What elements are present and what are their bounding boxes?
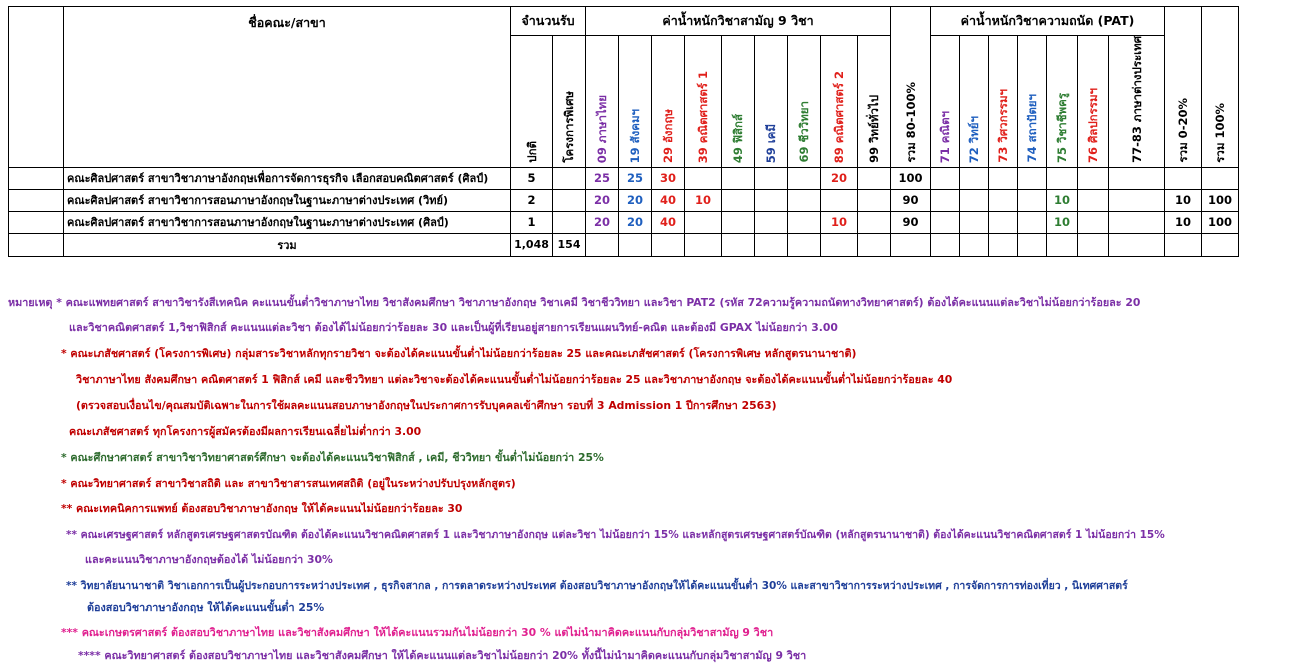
admission-table xyxy=(8,6,1239,257)
weight-cell: 10 xyxy=(821,211,858,233)
pat-cell xyxy=(1078,167,1109,189)
quota-normal-header: ปกติ xyxy=(511,36,553,168)
weight-cell: 10 xyxy=(685,189,722,211)
quota-normal: 5 xyxy=(511,167,553,189)
pat-subject-header: 75 วิชาชีพครู xyxy=(1047,36,1078,168)
weight-cell xyxy=(755,189,788,211)
subject-header: 69 ชีววิทยา xyxy=(788,36,821,168)
total-special: 154 xyxy=(553,233,586,256)
quota-special xyxy=(553,189,586,211)
weight-cell: 20 xyxy=(586,189,619,211)
weight-cell xyxy=(788,189,821,211)
sum100-header: รวม 100% xyxy=(1202,7,1239,168)
subject-header: 99 วิทย์ทั่วไป xyxy=(858,36,891,168)
weight-cell: 20 xyxy=(619,211,652,233)
remark-line: คณะเภสัชศาสตร์ ทุกโครงการผู้สมัครต้องมีผลการเรียนเฉลี่ยไม่ต่ำกว่า 3.00 xyxy=(69,425,422,438)
subject-header: 89 คณิตศาสตร์ 2 xyxy=(821,36,858,168)
pat-subject-header: 72 วิทย์ฯ xyxy=(960,36,989,168)
quota-special xyxy=(553,211,586,233)
remark-line: (ตรวจสอบเงื่อนไข/คุณสมบัติเฉพาะในการใช้ผลคะแนนสอบภาษาอังกฤษในประกาศการรับบุคคลเข้าศึกษา รอบที่ 3 Admission 1 ปีการศึกษา 2563) xyxy=(76,399,777,412)
blank-header-cell xyxy=(9,7,64,168)
weight-cell: 20 xyxy=(619,189,652,211)
sum0-20-header: รวม 0-20% xyxy=(1165,7,1202,168)
faculty-name: คณะศิลปศาสตร์ สาขาวิชาภาษาอังกฤษเพื่อการจัดการธุรกิจ เลือกสอบคณิตศาสตร์ (ศิลป์) xyxy=(64,167,511,189)
subject-header: 39 คณิตศาสตร์ 1 xyxy=(685,36,722,168)
pat-cell xyxy=(960,211,989,233)
remark-line: ** คณะเศรษฐศาสตร์ หลักสูตรเศรษฐศาสตรบัณฑิต ต้องได้คะแนนวิชาคณิตศาสตร์ 1 และวิชาภาษาอังกฤษ แต่ละวิชา ไม่น้อยกว่า 15% และหลักสูตรเศรษฐศาสตร์บัณฑิต (หลักสูตรนานาชาติ) ต้องได้คะแนนวิชาคณิตศาสตร์ 1 ไม่น้อยกว่า 15% xyxy=(66,529,1165,541)
sum0-20-cell: 10 xyxy=(1165,211,1202,233)
weight-cell xyxy=(755,167,788,189)
quota-special xyxy=(553,167,586,189)
pat-cell xyxy=(1018,167,1047,189)
remark-line: วิชาภาษาไทย สังคมศึกษา คณิตศาสตร์ 1 ฟิสิกส์ เคมี และชีววิทยา แต่ละวิชาจะต้องได้คะแนนขั้นต่ำไม่น้อยกว่าร้อยละ 25 และวิชาภาษาอังกฤษ จะต้องได้คะแนนขั้นต่ำไม่น้อยกว่าร้อยละ 40 xyxy=(76,373,953,386)
pat-cell xyxy=(989,167,1018,189)
sum100-cell: 100 xyxy=(1202,189,1239,211)
table-row xyxy=(9,189,1239,211)
remark-line: ต้องสอบวิชาภาษาอังกฤษ ให้ได้คะแนนขั้นต่ำ 25% xyxy=(87,601,325,614)
weight-cell xyxy=(685,167,722,189)
weight-cell: 40 xyxy=(652,189,685,211)
subject-header: 29 อังกฤษ xyxy=(652,36,685,168)
weight-cell xyxy=(858,211,891,233)
remark-line: และวิชาคณิตศาสตร์ 1,วิชาฟิสิกส์ คะแนนแต่ละวิชา ต้องได้ไม่น้อยกว่าร้อยละ 30 และเป็นผู้ที่เรียนอยู่สายการเรียนแผนวิทย์-คณิต และต้องมี GPAX ไม่น้อยกว่า 3.00 xyxy=(69,321,838,334)
quota-normal: 2 xyxy=(511,189,553,211)
pat-cell xyxy=(960,167,989,189)
sum0-20-cell: 10 xyxy=(1165,189,1202,211)
quota-normal: 1 xyxy=(511,211,553,233)
pat-cell xyxy=(960,189,989,211)
sum100-cell: 100 xyxy=(1202,211,1239,233)
sum80-cell: 100 xyxy=(891,167,931,189)
pat-cell xyxy=(1078,211,1109,233)
subject-header: 09 ภาษาไทย xyxy=(586,36,619,168)
remark-line: * คณะเภสัชศาสตร์ (โครงการพิเศษ) กลุ่มสาระวิชาหลักทุกรายวิชา จะต้องได้คะแนนขั้นต่ำไม่น้อยกว่าร้อยละ 25 และคณะเภสัชศาสตร์ (โครงการพิเศษ หลักสูตรนานาชาติ) xyxy=(61,347,857,360)
pat-cell xyxy=(989,189,1018,211)
weight-cell xyxy=(722,167,755,189)
weight-cell xyxy=(788,167,821,189)
total-normal: 1,048 xyxy=(511,233,553,256)
pat-subject-header: 74 สถาปัตยฯ xyxy=(1018,36,1047,168)
weight-cell xyxy=(755,211,788,233)
gat9-header: ค่าน้ำหนักวิชาสามัญ 9 วิชา xyxy=(586,7,891,36)
faculty-name: คณะศิลปศาสตร์ สาขาวิชาการสอนภาษาอังกฤษในฐานะภาษาต่างประเทศ (วิทย์) xyxy=(64,189,511,211)
weight-cell xyxy=(722,211,755,233)
remark-line: ** คณะเทคนิคการแพทย์ ต้องสอบวิชาภาษาอังกฤษ ให้ได้คะแนนไม่น้อยกว่าร้อยละ 30 xyxy=(61,502,463,515)
table-row xyxy=(9,167,1239,189)
remark-line: * คณะศึกษาศาสตร์ สาขาวิชาวิทยาศาสตร์ศึกษา จะต้องได้คะแนนวิชาฟิสิกส์ , เคมี, ชีววิทยา ขั้นต่ำไม่น้อยกว่า 25% xyxy=(61,451,604,464)
pat-cell xyxy=(1109,211,1165,233)
pat-cell xyxy=(1018,211,1047,233)
pat-subject-header: 73 วิศวกรรมฯ xyxy=(989,36,1018,168)
table-row xyxy=(9,211,1239,233)
pat-subject-header: 71 คณิตฯ xyxy=(931,36,960,168)
pat-cell xyxy=(1109,189,1165,211)
pat-cell xyxy=(931,189,960,211)
pat-subject-header: 76 ศิลปกรรมฯ xyxy=(1078,36,1109,168)
remark-line: หมายเหตุ * คณะแพทยศาสตร์ สาขาวิชารังสีเทคนิค คะแนนขั้นต่ำวิชาภาษาไทย วิชาสังคมศึกษา วิชาภาษาอังกฤษ วิชาเคมี วิชาชีววิทยา และวิชา PAT2 (รหัส 72ความรู้ความถนัดทางวิทยาศาสตร์) ต้องได้คะแนนแต่ละวิชาไม่น้อยกว่าร้อยละ 20 xyxy=(8,296,1141,309)
weight-cell xyxy=(858,189,891,211)
sum100-cell xyxy=(1202,167,1239,189)
faculty-header: ชื่อคณะ/สาขา xyxy=(64,7,511,168)
quota-special-header: โครงการพิเศษ xyxy=(553,36,586,168)
weight-cell xyxy=(858,167,891,189)
faculty-name: คณะศิลปศาสตร์ สาขาวิชาการสอนภาษาอังกฤษในฐานะภาษาต่างประเทศ (ศิลป์) xyxy=(64,211,511,233)
pat-cell xyxy=(931,167,960,189)
pat-cell xyxy=(989,211,1018,233)
weight-cell xyxy=(685,211,722,233)
remark-line: และคะแนนวิชาภาษาอังกฤษต้องได้ ไม่น้อยกว่า 30% xyxy=(85,553,333,566)
pat-header: ค่าน้ำหนักวิชาความถนัด (PAT) xyxy=(931,7,1165,36)
pat-cell: 10 xyxy=(1047,189,1078,211)
pat-cell xyxy=(1018,189,1047,211)
total-row xyxy=(9,233,1239,256)
remark-line: *** คณะเกษตรศาสตร์ ต้องสอบวิชาภาษาไทย และวิชาสังคมศึกษา ให้ได้คะแนนรวมกันไม่น้อยกว่า 30 % แต่ไม่นำมาคิดคะแนนกับกลุ่มวิชาสามัญ 9 วิชา xyxy=(61,626,774,639)
weight-cell: 25 xyxy=(586,167,619,189)
weight-cell xyxy=(821,189,858,211)
sum80-header: รวม 80-100% xyxy=(891,7,931,168)
sum0-20-cell xyxy=(1165,167,1202,189)
weight-cell: 40 xyxy=(652,211,685,233)
weight-cell: 20 xyxy=(586,211,619,233)
subject-header: 59 เคมี xyxy=(755,36,788,168)
total-label: รวม xyxy=(64,233,511,256)
pat-cell xyxy=(1109,167,1165,189)
sum80-cell: 90 xyxy=(891,189,931,211)
subject-header: 49 ฟิสิกส์ xyxy=(722,36,755,168)
remark-line: * คณะวิทยาศาสตร์ สาขาวิชาสถิติ และ สาขาวิชาสารสนเทศสถิติ (อยู่ในระหว่างปรับปรุงหลักสูตร) xyxy=(61,477,516,490)
weight-cell: 25 xyxy=(619,167,652,189)
pat-cell xyxy=(1078,189,1109,211)
sum80-cell: 90 xyxy=(891,211,931,233)
pat-subject-header: 77-83 ภาษาต่างประเทศ xyxy=(1109,36,1165,168)
subject-header: 19 สังคมฯ xyxy=(619,36,652,168)
weight-cell xyxy=(788,211,821,233)
remark-line: **** คณะวิทยาศาสตร์ ต้องสอบวิชาภาษาไทย และวิชาสังคมศึกษา ให้ได้คะแนนแต่ละวิชาไม่น้อยกว่า 20% ทั้งนี้ไม่นำมาคิดคะแนนกับกลุ่มวิชาสามัญ 9 วิชา xyxy=(78,649,807,662)
pat-cell: 10 xyxy=(1047,211,1078,233)
weight-cell: 30 xyxy=(652,167,685,189)
weight-cell xyxy=(722,189,755,211)
pat-cell xyxy=(1047,167,1078,189)
quota-header: จำนวนรับ xyxy=(511,7,586,36)
remark-line: ** วิทยาลัยนานาชาติ วิชาเอกการเป็นผู้ประกอบการระหว่างประเทศ , ธุรกิจสากล , การตลาดระหว่างประเทศ ต้องสอบวิชาภาษาอังกฤษให้ได้คะแนนขั้นต่ำ 30% และสาขาวิชาการระหว่างประเทศ , การจัดการการท่องเที่ยว , นิเทศศาสตร์ xyxy=(66,580,1128,592)
weight-cell: 20 xyxy=(821,167,858,189)
pat-cell xyxy=(931,211,960,233)
